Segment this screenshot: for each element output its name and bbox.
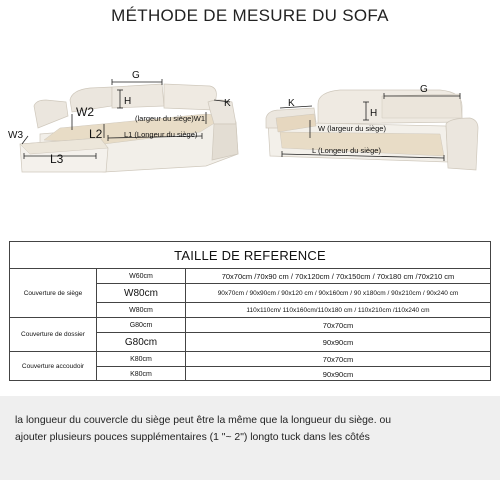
dim-label-k-left: K (224, 98, 231, 109)
reference-size-table (9, 241, 491, 381)
table-cell-code: K80cm (97, 367, 186, 381)
dim-label-l-right: L (Longeur du siège) (312, 146, 381, 155)
dim-label-w3: W3 (8, 130, 23, 141)
table-cell-code: W80cm (97, 303, 186, 318)
table-cell-code: K80cm (97, 352, 186, 367)
dim-label-l3: L3 (50, 152, 64, 166)
table-cell-value: 110x110cm/ 110x160cm/110x180 cm / 110x210cm /110x240 cm (186, 303, 490, 318)
group-label-armrest-cover: Couverture accoudoir (10, 352, 97, 381)
dim-label-h-right: H (370, 108, 378, 119)
table-cell-value: 70x70cm (186, 352, 490, 367)
dim-label-l1: L1 (Longeur du siège) (124, 130, 198, 139)
table-cell-code: G80cm (97, 318, 186, 333)
note-line-2: ajouter plusieurs pouces supplémentaires (1 "~ 2") longto tuck dans les côtés (15, 432, 370, 443)
table-cell-code: W60cm (97, 269, 186, 284)
dim-label-w1: (largeur du siège)W1 (135, 114, 206, 123)
table-cell-value: 90x90cm (186, 333, 490, 352)
table-cell-value: 90x70cm / 90x90cm / 90x120 cm / 90x160cm / 90 x180cm / 90x210cm / 90x240 cm (186, 284, 490, 303)
right-sofa (266, 84, 478, 170)
table-cell-code: G80cm (97, 333, 186, 352)
note-line-1: la longueur du couvercle du siège peut être la même que la longueur du siège. ou (15, 415, 392, 426)
left-sectional-sofa (8, 70, 238, 172)
dim-label-l2: L2 (89, 127, 103, 141)
dim-label-g-right: G (420, 84, 428, 95)
table-cell-value: 90x90cm (322, 369, 354, 379)
table-cell-value: 70x70cm /70x90 cm / 70x120cm / 70x150cm / 70x180 cm /70x210 cm (186, 269, 490, 284)
page-title: MÉTHODE DE MESURE DU SOFA (111, 6, 389, 25)
table-cell-value: 70x70cm (186, 318, 490, 333)
table-header: TAILLE DE REFERENCE (10, 242, 490, 269)
dim-label-h-left: H (124, 96, 132, 107)
sofa-measurement-diagram (0, 62, 500, 192)
group-label-seat-cover: Couverture de siège (10, 269, 97, 318)
dim-label-k-right: K (288, 98, 295, 109)
sizing-note (0, 396, 500, 480)
group-label-back-cover: Couverture de dossier (10, 318, 97, 352)
dim-label-g-left: G (132, 70, 140, 81)
table-cell-code: W80cm (97, 284, 186, 303)
dim-label-w-right: W (largeur du siège) (318, 124, 386, 133)
dim-label-w2: W2 (76, 105, 94, 119)
